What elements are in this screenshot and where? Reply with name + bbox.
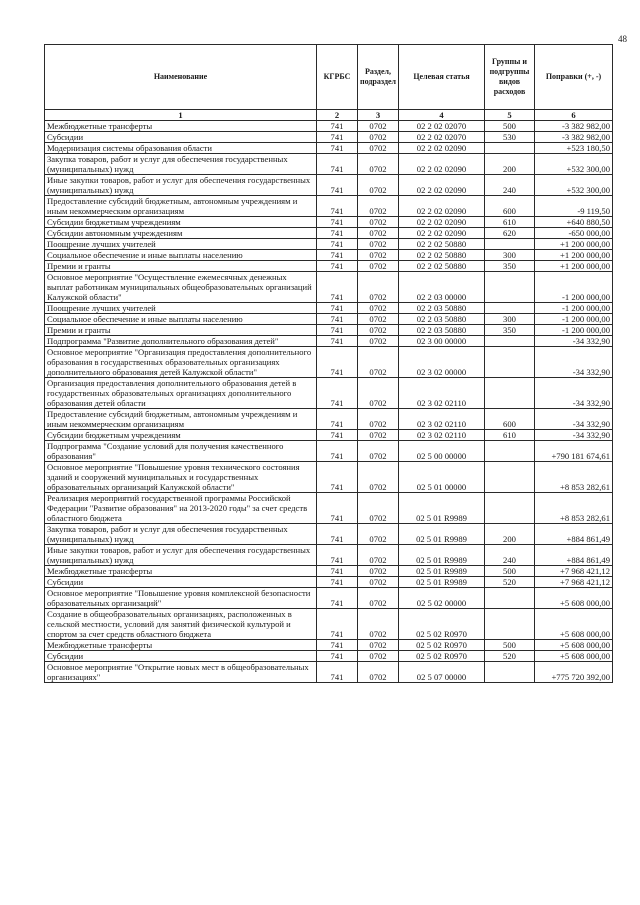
row-name: Поощрение лучших учителей [45,239,317,250]
row-expense-type: 350 [485,261,535,272]
row-amount: +5 608 000,00 [535,651,613,662]
row-name: Субсидии [45,577,317,588]
row-name: Межбюджетные трансферты [45,566,317,577]
row-target-article: 02 5 01 R9989 [399,524,485,545]
table-body [45,121,613,683]
row-amount: -34 332,90 [535,409,613,430]
column-number: 2 [317,110,358,121]
row-target-article: 02 5 01 R9989 [399,545,485,566]
row-kgrbs: 741 [317,121,358,132]
row-expense-type: 610 [485,430,535,441]
row-target-article: 02 2 02 50880 [399,261,485,272]
row-name: Реализация мероприятий государственной программы Российской Федерации "Развитие образования" на 2013-2020 годы" за счет средств областного бюджета [45,493,317,524]
row-expense-type: 350 [485,325,535,336]
row-section: 0702 [358,175,399,196]
row-amount: +884 861,49 [535,524,613,545]
row-kgrbs: 741 [317,493,358,524]
row-kgrbs: 741 [317,175,358,196]
row-kgrbs: 741 [317,261,358,272]
row-target-article: 02 2 02 02090 [399,217,485,228]
row-kgrbs: 741 [317,314,358,325]
row-target-article: 02 2 02 02090 [399,154,485,175]
row-name: Основное мероприятие "Открытие новых мест в общеобразовательных организациях" [45,662,317,683]
row-section: 0702 [358,609,399,640]
row-amount: +884 861,49 [535,545,613,566]
row-name: Социальное обеспечение и иные выплаты населению [45,250,317,261]
row-kgrbs: 741 [317,228,358,239]
row-section: 0702 [358,378,399,409]
table-header-row [45,45,613,110]
row-name: Создание в общеобразовательных организациях, расположенных в сельской местности, условий для занятий физической культурой и спортом за счет средств областного бюджета [45,609,317,640]
row-expense-type [485,493,535,524]
row-target-article: 02 5 07 00000 [399,662,485,683]
table-row [45,175,613,196]
row-expense-type [485,303,535,314]
row-section: 0702 [358,524,399,545]
table-row [45,336,613,347]
row-section: 0702 [358,272,399,303]
row-section: 0702 [358,196,399,217]
row-name: Организация предоставления дополнительного образования детей в государственных образовательных организациях дополнительного образования детей области [45,378,317,409]
table-row [45,143,613,154]
row-name: Межбюджетные трансферты [45,640,317,651]
column-number: 4 [399,110,485,121]
row-section: 0702 [358,430,399,441]
row-name: Предоставление субсидий бюджетным, автономным учреждениям и иным некоммерческим организациям [45,409,317,430]
row-amount: +523 180,50 [535,143,613,154]
row-section: 0702 [358,462,399,493]
row-amount: -1 200 000,00 [535,272,613,303]
row-kgrbs: 741 [317,250,358,261]
row-amount: +5 608 000,00 [535,588,613,609]
row-expense-type [485,336,535,347]
row-kgrbs: 741 [317,347,358,378]
table-row [45,154,613,175]
row-section: 0702 [358,250,399,261]
table-row [45,314,613,325]
row-expense-type: 300 [485,250,535,261]
row-expense-type [485,441,535,462]
row-section: 0702 [358,347,399,378]
table-row [45,409,613,430]
row-amount: -34 332,90 [535,378,613,409]
row-kgrbs: 741 [317,378,358,409]
row-expense-type [485,662,535,683]
row-amount: -9 119,50 [535,196,613,217]
row-expense-type [485,143,535,154]
row-kgrbs: 741 [317,325,358,336]
row-kgrbs: 741 [317,462,358,493]
row-name: Закупка товаров, работ и услуг для обеспечения государственных (муниципальных) нужд [45,154,317,175]
row-kgrbs: 741 [317,154,358,175]
table-row [45,588,613,609]
table-row [45,250,613,261]
row-amount: -1 200 000,00 [535,303,613,314]
row-section: 0702 [358,325,399,336]
row-target-article: 02 5 01 R9989 [399,566,485,577]
row-amount: +7 968 421,12 [535,577,613,588]
row-section: 0702 [358,239,399,250]
row-name: Субсидии бюджетным учреждениям [45,430,317,441]
row-section: 0702 [358,588,399,609]
row-kgrbs: 741 [317,336,358,347]
table-row [45,272,613,303]
row-target-article: 02 2 03 50880 [399,314,485,325]
row-amount: +775 720 392,00 [535,662,613,683]
row-name: Основное мероприятие "Повышение уровня комплексной безопасности образовательных организаций" [45,588,317,609]
row-expense-type [485,272,535,303]
row-name: Субсидии бюджетным учреждениям [45,217,317,228]
table-row [45,378,613,409]
row-kgrbs: 741 [317,143,358,154]
row-expense-type: 600 [485,196,535,217]
table-row [45,524,613,545]
row-name: Иные закупки товаров, работ и услуг для обеспечения государственных (муниципальных) нужд [45,175,317,196]
row-amount: +5 608 000,00 [535,640,613,651]
row-kgrbs: 741 [317,609,358,640]
row-amount: +640 880,50 [535,217,613,228]
row-section: 0702 [358,566,399,577]
header-target: Целевая статья [399,45,485,110]
row-amount: +790 181 674,61 [535,441,613,462]
row-name: Основное мероприятие "Повышение уровня технического состояния зданий и сооружений муниципальных и государственных образовательных организаций Калужской области" [45,462,317,493]
row-name: Межбюджетные трансферты [45,121,317,132]
table-row [45,228,613,239]
row-expense-type: 610 [485,217,535,228]
row-section: 0702 [358,314,399,325]
table-row [45,261,613,272]
table-row [45,441,613,462]
row-target-article: 02 5 02 R0970 [399,651,485,662]
row-target-article: 02 3 00 00000 [399,336,485,347]
row-section: 0702 [358,545,399,566]
column-number: 1 [45,110,317,121]
row-target-article: 02 3 02 02110 [399,430,485,441]
row-target-article: 02 2 03 50880 [399,325,485,336]
row-expense-type [485,588,535,609]
table-row [45,545,613,566]
table-row [45,303,613,314]
row-kgrbs: 741 [317,588,358,609]
row-target-article: 02 5 02 R0970 [399,640,485,651]
row-expense-type [485,347,535,378]
header-kgrbs: КГРБС [317,45,358,110]
column-number: 3 [358,110,399,121]
row-name: Социальное обеспечение и иные выплаты населению [45,314,317,325]
table-row [45,462,613,493]
row-target-article: 02 5 01 R9989 [399,493,485,524]
row-target-article: 02 5 02 R0970 [399,609,485,640]
row-name: Предоставление субсидий бюджетным, автономным учреждениям и иным некоммерческим организациям [45,196,317,217]
row-amount: +532 300,00 [535,154,613,175]
row-kgrbs: 741 [317,566,358,577]
row-amount: +1 200 000,00 [535,239,613,250]
row-expense-type: 300 [485,314,535,325]
row-expense-type: 620 [485,228,535,239]
row-expense-type [485,239,535,250]
column-number-row [45,110,613,121]
table-row [45,493,613,524]
row-section: 0702 [358,409,399,430]
row-section: 0702 [358,154,399,175]
row-target-article: 02 2 03 50880 [399,303,485,314]
row-kgrbs: 741 [317,409,358,430]
row-name: Поощрение лучших учителей [45,303,317,314]
row-section: 0702 [358,662,399,683]
row-section: 0702 [358,651,399,662]
row-kgrbs: 741 [317,239,358,250]
row-kgrbs: 741 [317,196,358,217]
row-amount: -650 000,00 [535,228,613,239]
table-row [45,640,613,651]
table-row [45,325,613,336]
row-target-article: 02 2 02 02070 [399,132,485,143]
budget-amendments-table [44,44,613,683]
row-expense-type: 500 [485,640,535,651]
table-row [45,651,613,662]
table-row [45,196,613,217]
row-name: Основное мероприятие "Организация предоставления дополнительного образования в государственных образовательных организациях дополнительного образования детей Калужской области" [45,347,317,378]
row-amount: +1 200 000,00 [535,250,613,261]
row-kgrbs: 741 [317,524,358,545]
table-row [45,662,613,683]
row-target-article: 02 2 02 50880 [399,250,485,261]
header-vid: Группы и подгруппы видов расходов [485,45,535,110]
table-row [45,347,613,378]
row-amount: +1 200 000,00 [535,261,613,272]
row-name: Иные закупки товаров, работ и услуг для обеспечения государственных (муниципальных) нужд [45,545,317,566]
row-amount: +7 968 421,12 [535,566,613,577]
row-amount: +8 853 282,61 [535,493,613,524]
table-row [45,577,613,588]
table-row [45,132,613,143]
row-section: 0702 [358,132,399,143]
row-target-article: 02 3 02 00000 [399,347,485,378]
row-amount: +8 853 282,61 [535,462,613,493]
row-expense-type [485,462,535,493]
table-row [45,566,613,577]
table-row [45,217,613,228]
row-section: 0702 [358,303,399,314]
row-name: Субсидии [45,651,317,662]
row-name: Субсидии автономным учреждениям [45,228,317,239]
row-kgrbs: 741 [317,545,358,566]
row-target-article: 02 2 02 02090 [399,228,485,239]
table-row [45,609,613,640]
row-name: Модернизация системы образования области [45,143,317,154]
row-amount: -3 382 982,00 [535,132,613,143]
row-target-article: 02 2 02 02070 [399,121,485,132]
header-name: Наименование [45,45,317,110]
row-section: 0702 [358,493,399,524]
row-amount: -1 200 000,00 [535,314,613,325]
row-name: Основное мероприятие "Осуществление ежемесячных денежных выплат работникам муниципальных общеобразовательных организаций Калужской области" [45,272,317,303]
row-expense-type: 200 [485,524,535,545]
row-expense-type: 500 [485,121,535,132]
row-expense-type: 520 [485,651,535,662]
row-kgrbs: 741 [317,662,358,683]
row-section: 0702 [358,217,399,228]
table-row [45,239,613,250]
row-expense-type [485,609,535,640]
row-kgrbs: 741 [317,640,358,651]
row-amount: +532 300,00 [535,175,613,196]
row-target-article: 02 5 01 R9989 [399,577,485,588]
row-section: 0702 [358,143,399,154]
row-expense-type: 530 [485,132,535,143]
row-name: Субсидии [45,132,317,143]
row-expense-type: 500 [485,566,535,577]
row-kgrbs: 741 [317,132,358,143]
row-section: 0702 [358,441,399,462]
row-expense-type: 200 [485,154,535,175]
row-expense-type: 520 [485,577,535,588]
row-amount: -3 382 982,00 [535,121,613,132]
row-name: Подпрограмма "Создание условий для получения качественного образования" [45,441,317,462]
row-kgrbs: 741 [317,217,358,228]
row-target-article: 02 2 03 00000 [399,272,485,303]
header-amount: Поправки (+, -) [535,45,613,110]
row-target-article: 02 2 02 02090 [399,196,485,217]
row-amount: -34 332,90 [535,347,613,378]
column-number: 5 [485,110,535,121]
row-expense-type: 600 [485,409,535,430]
row-target-article: 02 2 02 02090 [399,175,485,196]
row-kgrbs: 741 [317,272,358,303]
row-kgrbs: 741 [317,577,358,588]
row-target-article: 02 2 02 50880 [399,239,485,250]
row-name: Закупка товаров, работ и услуг для обеспечения государственных (муниципальных) нужд [45,524,317,545]
row-expense-type: 240 [485,545,535,566]
row-section: 0702 [358,577,399,588]
table-row [45,430,613,441]
row-target-article: 02 5 01 00000 [399,462,485,493]
page-number: 48 [618,34,627,44]
row-target-article: 02 3 02 02110 [399,378,485,409]
row-amount: -34 332,90 [535,430,613,441]
row-section: 0702 [358,228,399,239]
row-kgrbs: 741 [317,430,358,441]
row-target-article: 02 3 02 02110 [399,409,485,430]
row-target-article: 02 2 02 02090 [399,143,485,154]
row-amount: -1 200 000,00 [535,325,613,336]
row-target-article: 02 5 02 00000 [399,588,485,609]
table-row [45,121,613,132]
row-section: 0702 [358,121,399,132]
row-kgrbs: 741 [317,651,358,662]
column-number: 6 [535,110,613,121]
row-kgrbs: 741 [317,441,358,462]
row-expense-type: 240 [485,175,535,196]
row-name: Подпрограмма "Развитие дополнительного образования детей" [45,336,317,347]
row-target-article: 02 5 00 00000 [399,441,485,462]
row-expense-type [485,378,535,409]
row-amount: +5 608 000,00 [535,609,613,640]
row-amount: -34 332,90 [535,336,613,347]
row-section: 0702 [358,640,399,651]
row-section: 0702 [358,261,399,272]
row-name: Премии и гранты [45,325,317,336]
header-section: Раздел, подраздел [358,45,399,110]
row-name: Премии и гранты [45,261,317,272]
row-kgrbs: 741 [317,303,358,314]
row-section: 0702 [358,336,399,347]
